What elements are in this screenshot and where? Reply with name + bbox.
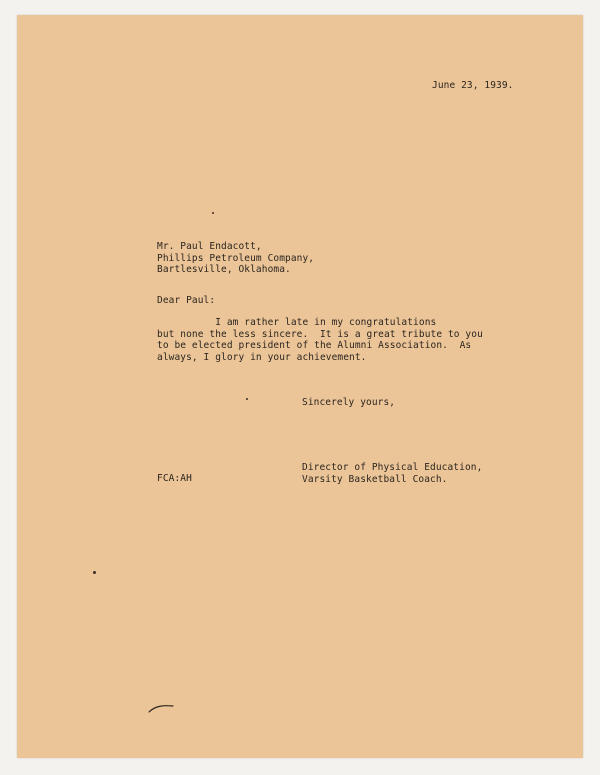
address-line-company: Phillips Petroleum Company, — [157, 252, 315, 264]
recipient-address — [157, 241, 314, 276]
paper-speck — [212, 212, 214, 214]
body-line-2: but none the less sincere. It is a great tribute to you — [157, 328, 483, 340]
address-line-city: Bartlesville, Oklahoma. — [157, 264, 291, 275]
pen-mark — [147, 703, 177, 715]
body-line-3: to be elected president of the Alumni Association. As — [157, 340, 472, 351]
body-line-4: always, I glory in your achievement. — [157, 351, 367, 363]
salutation: Dear Paul: — [157, 295, 216, 306]
paper-speck — [246, 398, 248, 400]
letter-date: June 23, 1939. — [432, 80, 514, 91]
letter-body — [157, 317, 483, 363]
letter-sheet — [17, 15, 583, 758]
reference-initials: FCA:AH — [157, 473, 192, 484]
closing: Sincerely yours, — [302, 397, 396, 408]
signature-title-1: Director of Physical Education, — [302, 462, 483, 473]
body-line-1: I am rather late in my congratulations — [157, 317, 437, 328]
address-line-name: Mr. Paul Endacott, — [157, 241, 262, 252]
signature-title-2: Varsity Basketball Coach. — [302, 473, 448, 485]
paper-speck — [93, 571, 96, 574]
signature-block — [302, 462, 482, 485]
